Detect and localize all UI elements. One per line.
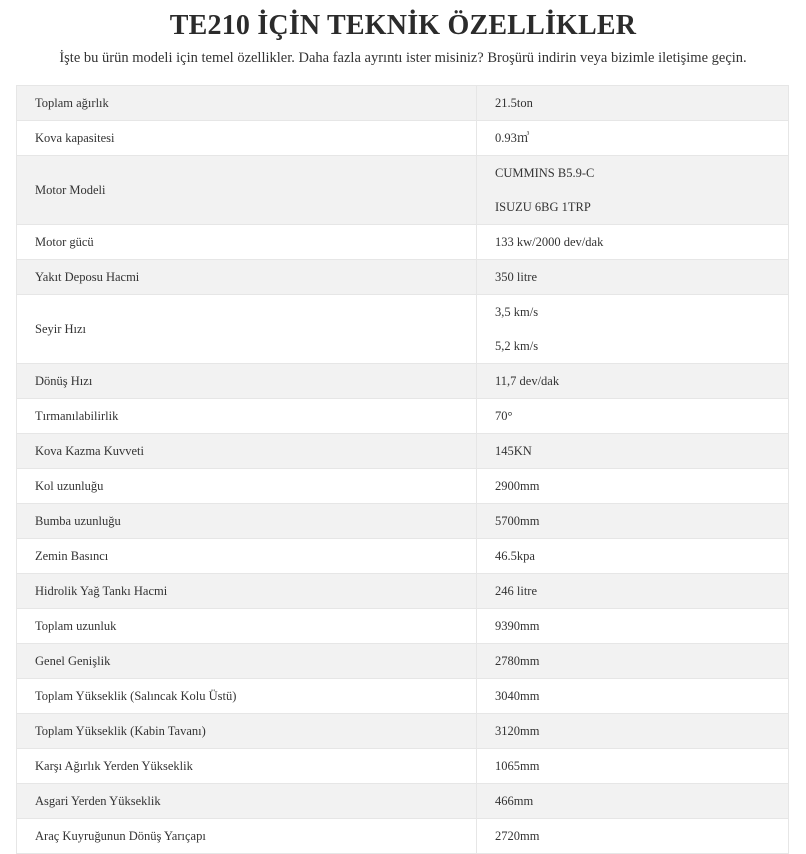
spec-value: 5,2 km/s — [495, 339, 539, 353]
spec-value-cell — [477, 819, 789, 854]
spec-label: Genel Genişlik — [17, 644, 477, 679]
spec-value: 2900mm — [495, 479, 540, 493]
spec-table-body — [17, 86, 789, 854]
spec-value-cell — [477, 714, 789, 749]
table-row — [17, 749, 789, 784]
spec-value: 2780mm — [495, 654, 540, 668]
spec-value: 21.5ton — [495, 96, 533, 110]
spec-label: Araç Kuyruğunun Dönüş Yarıçapı — [17, 819, 477, 854]
spec-label: Karşı Ağırlık Yerden Yükseklik — [17, 749, 477, 784]
spec-label: Bumba uzunluğu — [17, 504, 477, 539]
spec-value: 3120mm — [495, 724, 540, 738]
table-row — [17, 121, 789, 156]
spec-value: 9390mm — [495, 619, 540, 633]
spec-label: Zemin Basıncı — [17, 539, 477, 574]
table-row — [17, 434, 789, 469]
spec-label: Kova Kazma Kuvveti — [17, 434, 477, 469]
table-row — [17, 819, 789, 854]
table-row — [17, 504, 789, 539]
spec-value-cell — [477, 364, 789, 399]
spec-value-cell — [477, 749, 789, 784]
table-row — [17, 156, 789, 225]
page-subtitle: İşte bu ürün modeli için temel özellikler. Daha fazla ayrıntı ister misiniz? Broşürü indirin veya bizimle iletişime geçin. — [59, 50, 747, 66]
spec-label: Asgari Yerden Yükseklik — [17, 784, 477, 819]
spec-value: 5700mm — [495, 514, 540, 528]
table-row — [17, 295, 789, 364]
spec-value-cell — [477, 574, 789, 609]
spec-value-cell — [477, 609, 789, 644]
spec-value-cell — [477, 504, 789, 539]
table-row — [17, 399, 789, 434]
spec-value-cell — [477, 156, 789, 225]
spec-label: Yakıt Deposu Hacmi — [17, 260, 477, 295]
table-row — [17, 469, 789, 504]
spec-label: Tırmanılabilirlik — [17, 399, 477, 434]
spec-value: 246 litre — [495, 584, 538, 598]
table-row — [17, 574, 789, 609]
spec-value: 145KN — [495, 444, 532, 458]
table-row — [17, 260, 789, 295]
spec-value: 3040mm — [495, 689, 540, 703]
table-row — [17, 714, 789, 749]
spec-value-cell — [477, 225, 789, 260]
spec-label: Motor gücü — [17, 225, 477, 260]
spec-label: Motor Modeli — [17, 156, 477, 225]
spec-value: 46.5kpa — [495, 549, 535, 563]
spec-value-cell — [477, 434, 789, 469]
spec-value-cell — [477, 469, 789, 504]
spec-value: ISUZU 6BG 1TRP — [495, 200, 591, 214]
spec-value-cell — [477, 644, 789, 679]
spec-label: Seyir Hızı — [17, 295, 477, 364]
spec-label: Toplam Yükseklik (Salıncak Kolu Üstü) — [17, 679, 477, 714]
spec-value: 2720mm — [495, 829, 540, 843]
spec-label: Hidrolik Yağ Tankı Hacmi — [17, 574, 477, 609]
spec-value: 0.93㎥ — [495, 131, 530, 145]
spec-label: Kol uzunluğu — [17, 469, 477, 504]
spec-value-cell — [477, 679, 789, 714]
spec-value: 3,5 km/s — [495, 305, 539, 319]
spec-value-cell — [477, 784, 789, 819]
spec-value-cell — [477, 86, 789, 121]
table-row — [17, 364, 789, 399]
table-row — [17, 225, 789, 260]
table-row — [17, 644, 789, 679]
spec-value-cell — [477, 295, 789, 364]
spec-value-cell — [477, 399, 789, 434]
spec-label: Toplam uzunluk — [17, 609, 477, 644]
table-row — [17, 784, 789, 819]
spec-label: Kova kapasitesi — [17, 121, 477, 156]
spec-value: 11,7 dev/dak — [495, 374, 560, 388]
spec-value-cell — [477, 121, 789, 156]
spec-value: CUMMINS B5.9-C — [495, 166, 595, 180]
table-row — [17, 86, 789, 121]
page-title: TE210 İÇİN TEKNİK ÖZELLİKLER — [169, 10, 637, 41]
table-row — [17, 539, 789, 574]
spec-table — [16, 85, 789, 854]
spec-label: Dönüş Hızı — [17, 364, 477, 399]
spec-value: 350 litre — [495, 270, 538, 284]
spec-value: 466mm — [495, 794, 534, 808]
spec-value: 133 kw/2000 dev/dak — [495, 235, 604, 249]
spec-label: Toplam Yükseklik (Kabin Tavanı) — [17, 714, 477, 749]
spec-label: Toplam ağırlık — [17, 86, 477, 121]
spec-value: 70° — [495, 409, 513, 423]
table-row — [17, 609, 789, 644]
spec-value-cell — [477, 539, 789, 574]
table-row — [17, 679, 789, 714]
spec-value-cell — [477, 260, 789, 295]
spec-value: 1065mm — [495, 759, 540, 773]
